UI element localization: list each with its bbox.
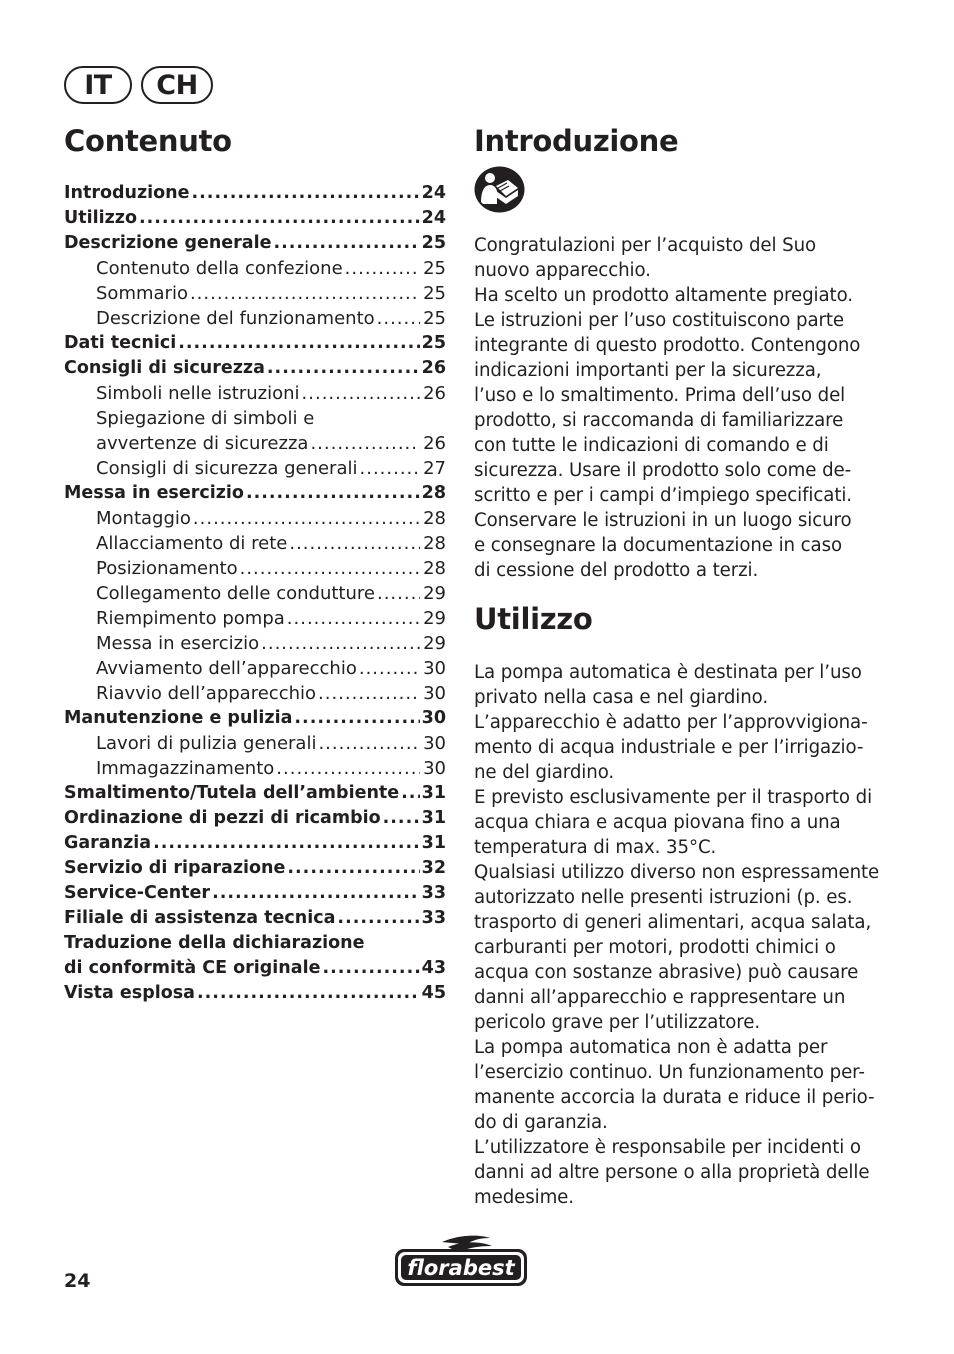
toc-entry-label: Manutenzione e pulizia (64, 708, 293, 728)
toc-row (64, 608, 446, 633)
toc-row (64, 683, 446, 708)
toc-entry-label: Riavvio dell’apparecchio (96, 683, 317, 704)
toc-entry-page: 32 (421, 858, 446, 878)
toc-entry-page: 30 (423, 758, 446, 779)
toc-entry-label: Descrizione generale (64, 233, 272, 253)
language-badge-it: IT (64, 66, 132, 104)
toc-row (64, 408, 446, 433)
toc-row (64, 183, 446, 208)
toc-row (64, 233, 446, 258)
toc-entry-page: 25 (421, 333, 446, 353)
toc-entry-label: Consigli di sicurezza generali (96, 458, 358, 479)
toc-entry-label: Riempimento pompa (96, 608, 285, 629)
toc-entry-label: Messa in esercizio (96, 633, 260, 654)
toc-leader-dots (273, 233, 419, 253)
toc-leader-dots (190, 283, 420, 304)
toc-leader-dots (322, 958, 419, 978)
florabest-logo (392, 1234, 530, 1290)
toc-row (64, 658, 446, 683)
toc-entry-page: 31 (421, 808, 446, 828)
read-manual-icon (474, 166, 525, 213)
toc-leader-dots (318, 683, 420, 704)
toc-entry-label: Filiale di assistenza tecnica (64, 908, 336, 928)
toc-entry-page: 28 (423, 533, 446, 554)
toc-leader-dots (287, 608, 420, 629)
usage-text: La pompa automatica è destinata per l’uso privato nella casa e nel giardino. L’apparecchio è adatto per l’approvvigiona- mento di acqua industriale e per l’irrigazio- ne del giardino. E previsto esclusivamente per il trasporto di acqua chiara e acqua piovana fino a una temperatura di max. 35°C. Qualsiasi utilizzo diverso non espressamente autorizzato nelle presenti istruzioni (p. es. trasporto di generi alimentari, acqua salata, carburanti per motori, prodotti chimici o acqua con sostanze abrasive) può causare danni all’apparecchio e rappresentare un pericolo grave per l’utilizzatore. La pompa automatica non è adatta per l’esercizio continuo. Un funzionamento per- manente accorcia la durata e riduce il perio- do di garanzia. L’utilizzatore è responsabile per incidenti o danni ad altre persone o alla proprietà delle medesime. (474, 662, 880, 1208)
intro-text: Congratulazioni per l’acquisto del Suo nuovo apparecchio. Ha scelto un prodotto altamente pregiato. Le istruzioni per l’uso costituiscono parte integrante di questo prodotto. Contengono indicazioni importanti per la sicurezza, l’uso e lo smaltimento. Prima dell’uso del prodotto, si raccomanda di familiarizzare con tutte le indicazioni di comando e di sicurezza. Usare il prodotto solo come de- scritto e per i campi d’impiego specificati. Conservare le istruzioni in un luogo sicuro e consegnare la documentazione in caso di cessione del prodotto a terzi. (474, 235, 861, 581)
toc-entry-page: 27 (423, 458, 446, 479)
toc-entry-label: Lavori di pulizia generali (96, 733, 317, 754)
toc-entry-page: 31 (421, 833, 446, 853)
toc-leader-dots (212, 883, 420, 903)
toc-leader-dots (276, 758, 420, 779)
toc-entry-page: 43 (421, 958, 446, 978)
toc-row (64, 733, 446, 758)
toc-entry-label: Utilizzo (64, 208, 137, 228)
toc-entry-label: Immagazzinamento (96, 758, 275, 779)
toc-entry-label: di conformità CE originale (64, 958, 321, 978)
toc-row (64, 958, 446, 983)
language-badges (64, 66, 213, 104)
toc-leader-dots (246, 483, 420, 503)
toc-row (64, 883, 446, 908)
toc-leader-dots (360, 458, 421, 479)
toc-leader-dots (287, 858, 419, 878)
toc-row (64, 933, 446, 958)
toc-leader-dots (153, 833, 420, 853)
toc-row (64, 758, 446, 783)
toc-leader-dots (139, 208, 420, 228)
toc-row (64, 308, 446, 333)
toc-entry-label: Servizio di riparazione (64, 858, 286, 878)
toc-leader-dots (383, 808, 420, 828)
toc-entry-page: 33 (421, 908, 446, 928)
svg-text:florabest: florabest (407, 1256, 515, 1280)
table-of-contents (64, 183, 446, 1008)
toc-leader-dots (359, 658, 420, 679)
toc-leader-dots (337, 908, 419, 928)
toc-entry-page: 28 (423, 508, 446, 529)
toc-leader-dots (197, 983, 420, 1003)
toc-entry-label: Descrizione del funzionamento (96, 308, 375, 329)
toc-entry-label: Service-Center (64, 883, 211, 903)
page-number: 24 (64, 1270, 91, 1292)
toc-entry-page: 28 (423, 558, 446, 579)
toc-row (64, 808, 446, 833)
toc-entry-label: Allacciamento di rete (96, 533, 288, 554)
toc-row (64, 908, 446, 933)
toc-row (64, 533, 446, 558)
toc-leader-dots (318, 733, 420, 754)
toc-row (64, 983, 446, 1008)
toc-entry-page: 26 (423, 433, 446, 454)
toc-row (64, 708, 446, 733)
toc-entry-page: 29 (423, 583, 446, 604)
toc-leader-dots (178, 333, 419, 353)
toc-entry-page: 26 (423, 383, 446, 404)
toc-entry-label: Garanzia (64, 833, 152, 853)
toc-entry-page: 25 (421, 233, 446, 253)
toc-leader-dots (377, 308, 420, 329)
toc-row (64, 833, 446, 858)
usage-title: Utilizzo (474, 602, 593, 636)
toc-leader-dots (345, 258, 420, 279)
toc-entry-page: 30 (423, 658, 446, 679)
toc-entry-label: Sommario (96, 283, 188, 304)
toc-entry-page: 24 (421, 183, 446, 203)
toc-entry-label: Collegamento delle condutture (96, 583, 375, 604)
toc-entry-label: Consigli di sicurezza (64, 358, 265, 378)
toc-entry-label: Introduzione (64, 183, 190, 203)
toc-row (64, 433, 446, 458)
toc-entry-label: Montaggio (96, 508, 191, 529)
toc-entry-label: Traduzione della dichiarazione (64, 933, 365, 953)
toc-entry-label: avvertenze di sicurezza (96, 433, 309, 454)
toc-row (64, 283, 446, 308)
toc-entry-label: Spiegazione di simboli e (96, 408, 315, 429)
toc-entry-page: 33 (421, 883, 446, 903)
toc-leader-dots (267, 358, 420, 378)
toc-entry-label: Contenuto della confezione (96, 258, 343, 279)
toc-row (64, 258, 446, 283)
toc-leader-dots (240, 558, 420, 579)
toc-leader-dots (193, 508, 420, 529)
toc-entry-page: 45 (421, 983, 446, 1003)
toc-entry-page: 30 (423, 733, 446, 754)
toc-entry-page: 31 (421, 783, 446, 803)
toc-leader-dots (289, 533, 420, 554)
toc-row (64, 633, 446, 658)
toc-entry-page: 25 (423, 258, 446, 279)
toc-entry-page: 29 (423, 633, 446, 654)
toc-entry-page: 25 (423, 308, 446, 329)
toc-row (64, 383, 446, 408)
toc-entry-label: Avviamento dell’apparecchio (96, 658, 357, 679)
toc-entry-page: 30 (421, 708, 446, 728)
toc-entry-label: Messa in esercizio (64, 483, 244, 503)
toc-leader-dots (192, 183, 420, 203)
toc-leader-dots (294, 708, 419, 728)
toc-row (64, 508, 446, 533)
toc-leader-dots (302, 383, 420, 404)
toc-entry-page: 24 (421, 208, 446, 228)
toc-row (64, 558, 446, 583)
toc-entry-label: Smaltimento/Tutela dell’ambiente (64, 783, 400, 803)
intro-title: Introduzione (474, 124, 679, 158)
toc-row (64, 483, 446, 508)
toc-leader-dots (261, 633, 420, 654)
toc-entry-page: 30 (423, 683, 446, 704)
toc-row (64, 358, 446, 383)
toc-row (64, 208, 446, 233)
toc-entry-label: Vista esplosa (64, 983, 195, 1003)
toc-entry-label: Ordinazione di pezzi di ricambio (64, 808, 381, 828)
toc-title: Contenuto (64, 124, 232, 158)
toc-entry-page: 28 (421, 483, 446, 503)
toc-row (64, 783, 446, 808)
toc-row (64, 583, 446, 608)
toc-entry-label: Posizionamento (96, 558, 238, 579)
toc-leader-dots (310, 433, 420, 454)
toc-entry-page: 25 (423, 283, 446, 304)
toc-row (64, 333, 446, 358)
toc-entry-label: Simboli nelle istruzioni (96, 383, 300, 404)
toc-entry-page: 29 (423, 608, 446, 629)
toc-entry-label: Dati tecnici (64, 333, 177, 353)
toc-leader-dots (377, 583, 420, 604)
toc-leader-dots (401, 783, 420, 803)
toc-entry-page: 26 (421, 358, 446, 378)
toc-row (64, 858, 446, 883)
toc-row (64, 458, 446, 483)
language-badge-ch: CH (141, 66, 213, 104)
